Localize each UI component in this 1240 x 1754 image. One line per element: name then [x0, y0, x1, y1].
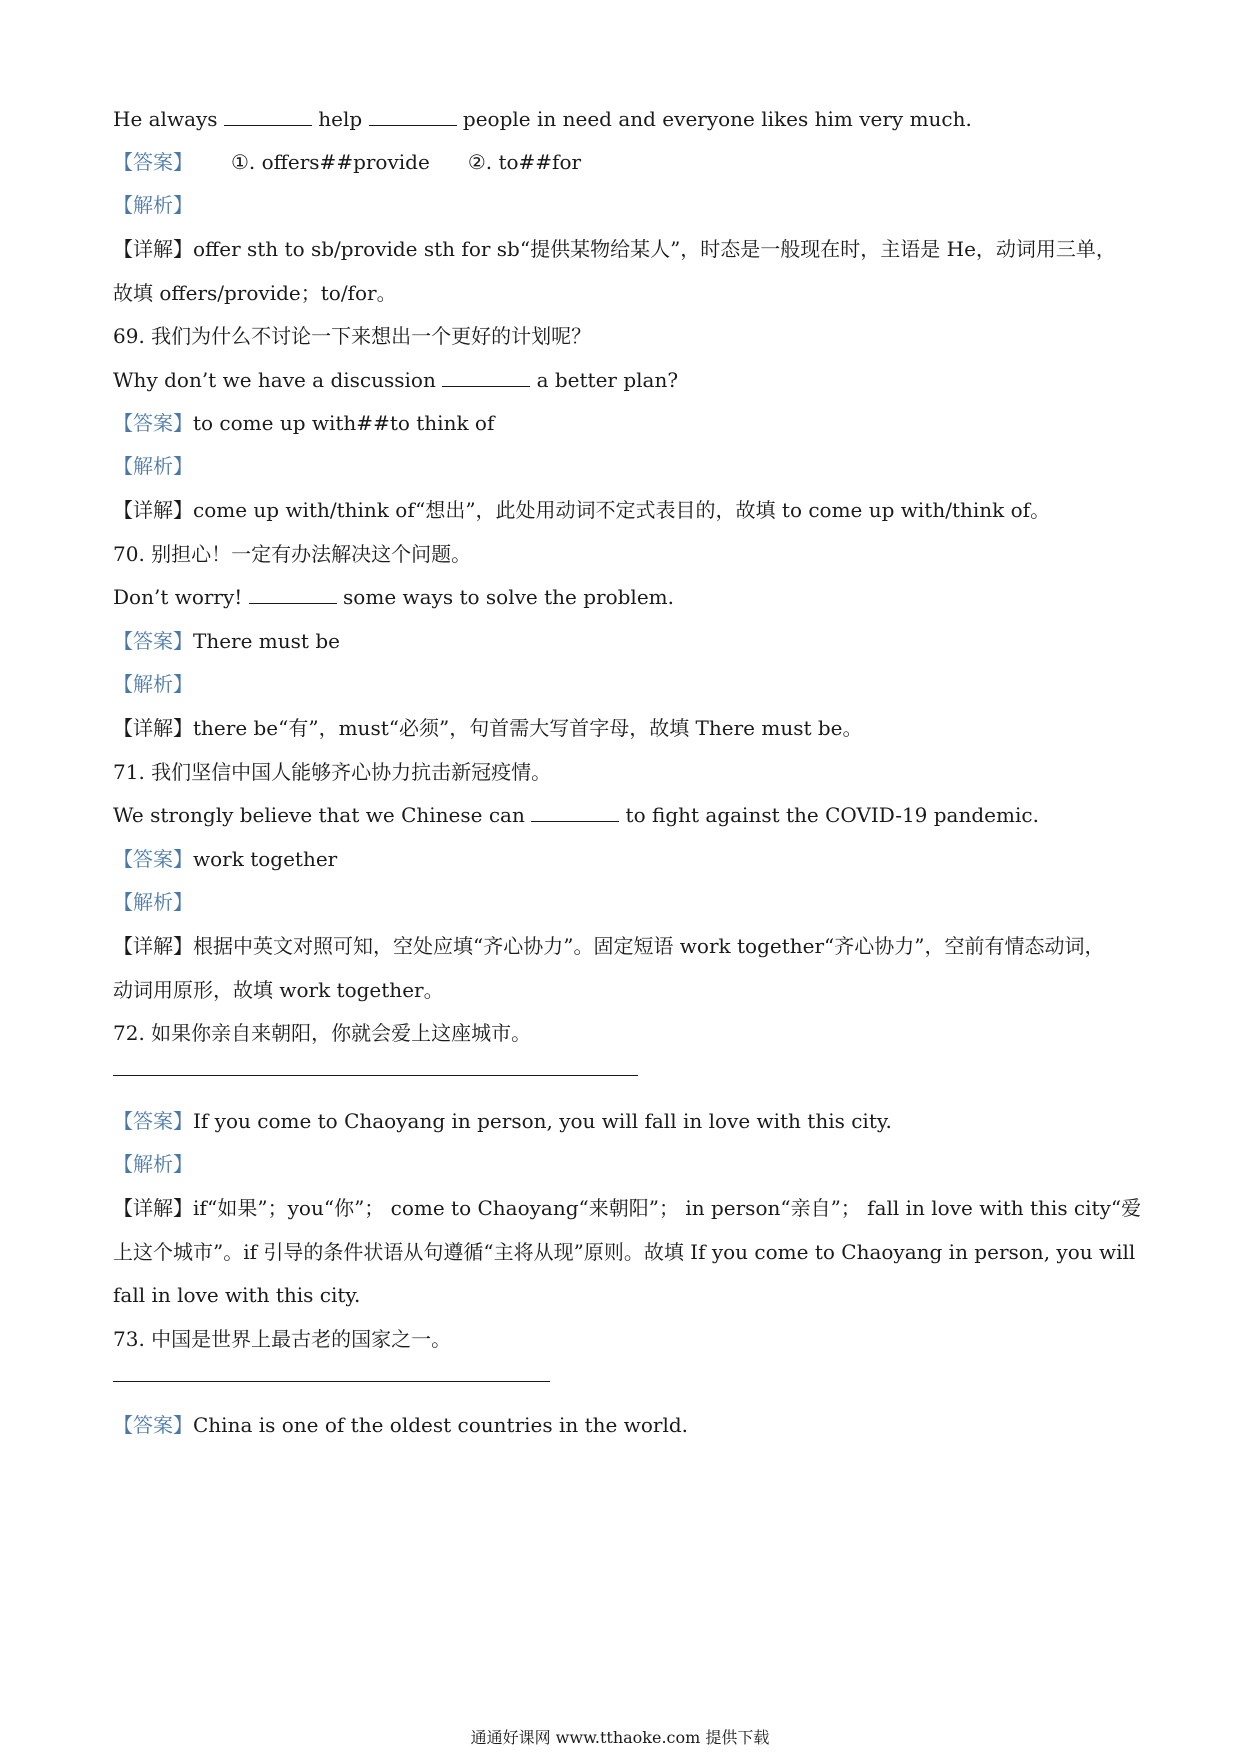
q73-answer: 【答案】China is one of the oldest countries in the world. — [113, 1413, 688, 1437]
q72-answer: 【答案】If you come to Chaoyang in person, you will fall in love with this city. — [113, 1109, 892, 1133]
q70-chinese: 70. 别担心！一定有办法解决这个问题。 — [113, 542, 472, 566]
q72-detail-cont: 上这个城市”。if 引导的条件状语从句遵循“主将从现”原则。故填 If you come to Chaoyang in person, you will — [113, 1240, 1136, 1264]
q69-detail: 【详解】come up with/think of“想出”，此处用动词不定式表目的，故填 to come up with/think of。 — [113, 498, 1051, 522]
q70-english-sentence: Don’t worry! some ways to solve the problem. — [113, 585, 674, 609]
q68-answer: 【答案】 ①. offers##provide ②. to##for — [113, 150, 582, 174]
q71-detail-cont: 动词用原形，故填 work together。 — [113, 978, 444, 1002]
q72-detail: 【详解】if“如果”；you“你”； come to Chaoyang“来朝阳”； in person“亲自”； fall in love with this city“爱 — [113, 1196, 1142, 1220]
q68-analysis-label: 【解析】 — [113, 193, 193, 217]
q68-detail-cont: 故填 offers/provide；to/for。 — [113, 281, 397, 305]
q72-chinese: 72. 如果你亲自来朝阳，你就会爱上这座城市。 — [113, 1021, 532, 1045]
q73-chinese: 73. 中国是世界上最古老的国家之一。 — [113, 1327, 452, 1351]
q71-chinese: 71. 我们坚信中国人能够齐心协力抗击新冠疫情。 — [113, 760, 552, 784]
blank — [249, 585, 337, 604]
answer-label: 【答案】 — [113, 150, 193, 174]
q73-answer-line — [113, 1381, 550, 1382]
q69-analysis-label: 【解析】 — [113, 454, 193, 478]
q70-analysis-label: 【解析】 — [113, 672, 193, 696]
blank — [224, 107, 312, 126]
q71-detail: 【详解】根据中英文对照可知，空处应填“齐心协力”。固定短语 work together“齐心协力”，空前有情态动词， — [113, 934, 1105, 958]
q72-analysis-label: 【解析】 — [113, 1152, 193, 1176]
q68-detail: 【详解】offer sth to sb/provide sth for sb“提供某物给某人”，时态是一般现在时，主语是 He，动词用三单， — [113, 237, 1116, 261]
q71-analysis-label: 【解析】 — [113, 890, 193, 914]
q72-detail-cont2: fall in love with this city. — [113, 1283, 361, 1307]
q69-chinese: 69. 我们为什么不讨论一下来想出一个更好的计划呢？ — [113, 324, 592, 348]
blank — [369, 107, 457, 126]
blank — [531, 803, 619, 822]
blank — [442, 368, 530, 387]
q70-answer: 【答案】There must be — [113, 629, 340, 653]
q72-answer-line — [113, 1075, 638, 1076]
q71-english-sentence: We strongly believe that we Chinese can to fight against the COVID-19 pandemic. — [113, 803, 1039, 827]
q71-answer: 【答案】work together — [113, 847, 338, 871]
page-footer: 通通好课网 www.tthaoke.com 提供下载 — [470, 1728, 770, 1747]
detail-label: 【详解】 — [113, 237, 193, 261]
q69-answer: 【答案】to come up with##to think of — [113, 411, 495, 435]
q69-english-sentence: Why don’t we have a discussion a better plan? — [113, 368, 679, 392]
q68-english-sentence: He always help people in need and everyone likes him very much. — [113, 107, 972, 131]
q70-detail: 【详解】there be“有”，must“必须”，句首需大写首字母，故填 There must be。 — [113, 716, 863, 740]
